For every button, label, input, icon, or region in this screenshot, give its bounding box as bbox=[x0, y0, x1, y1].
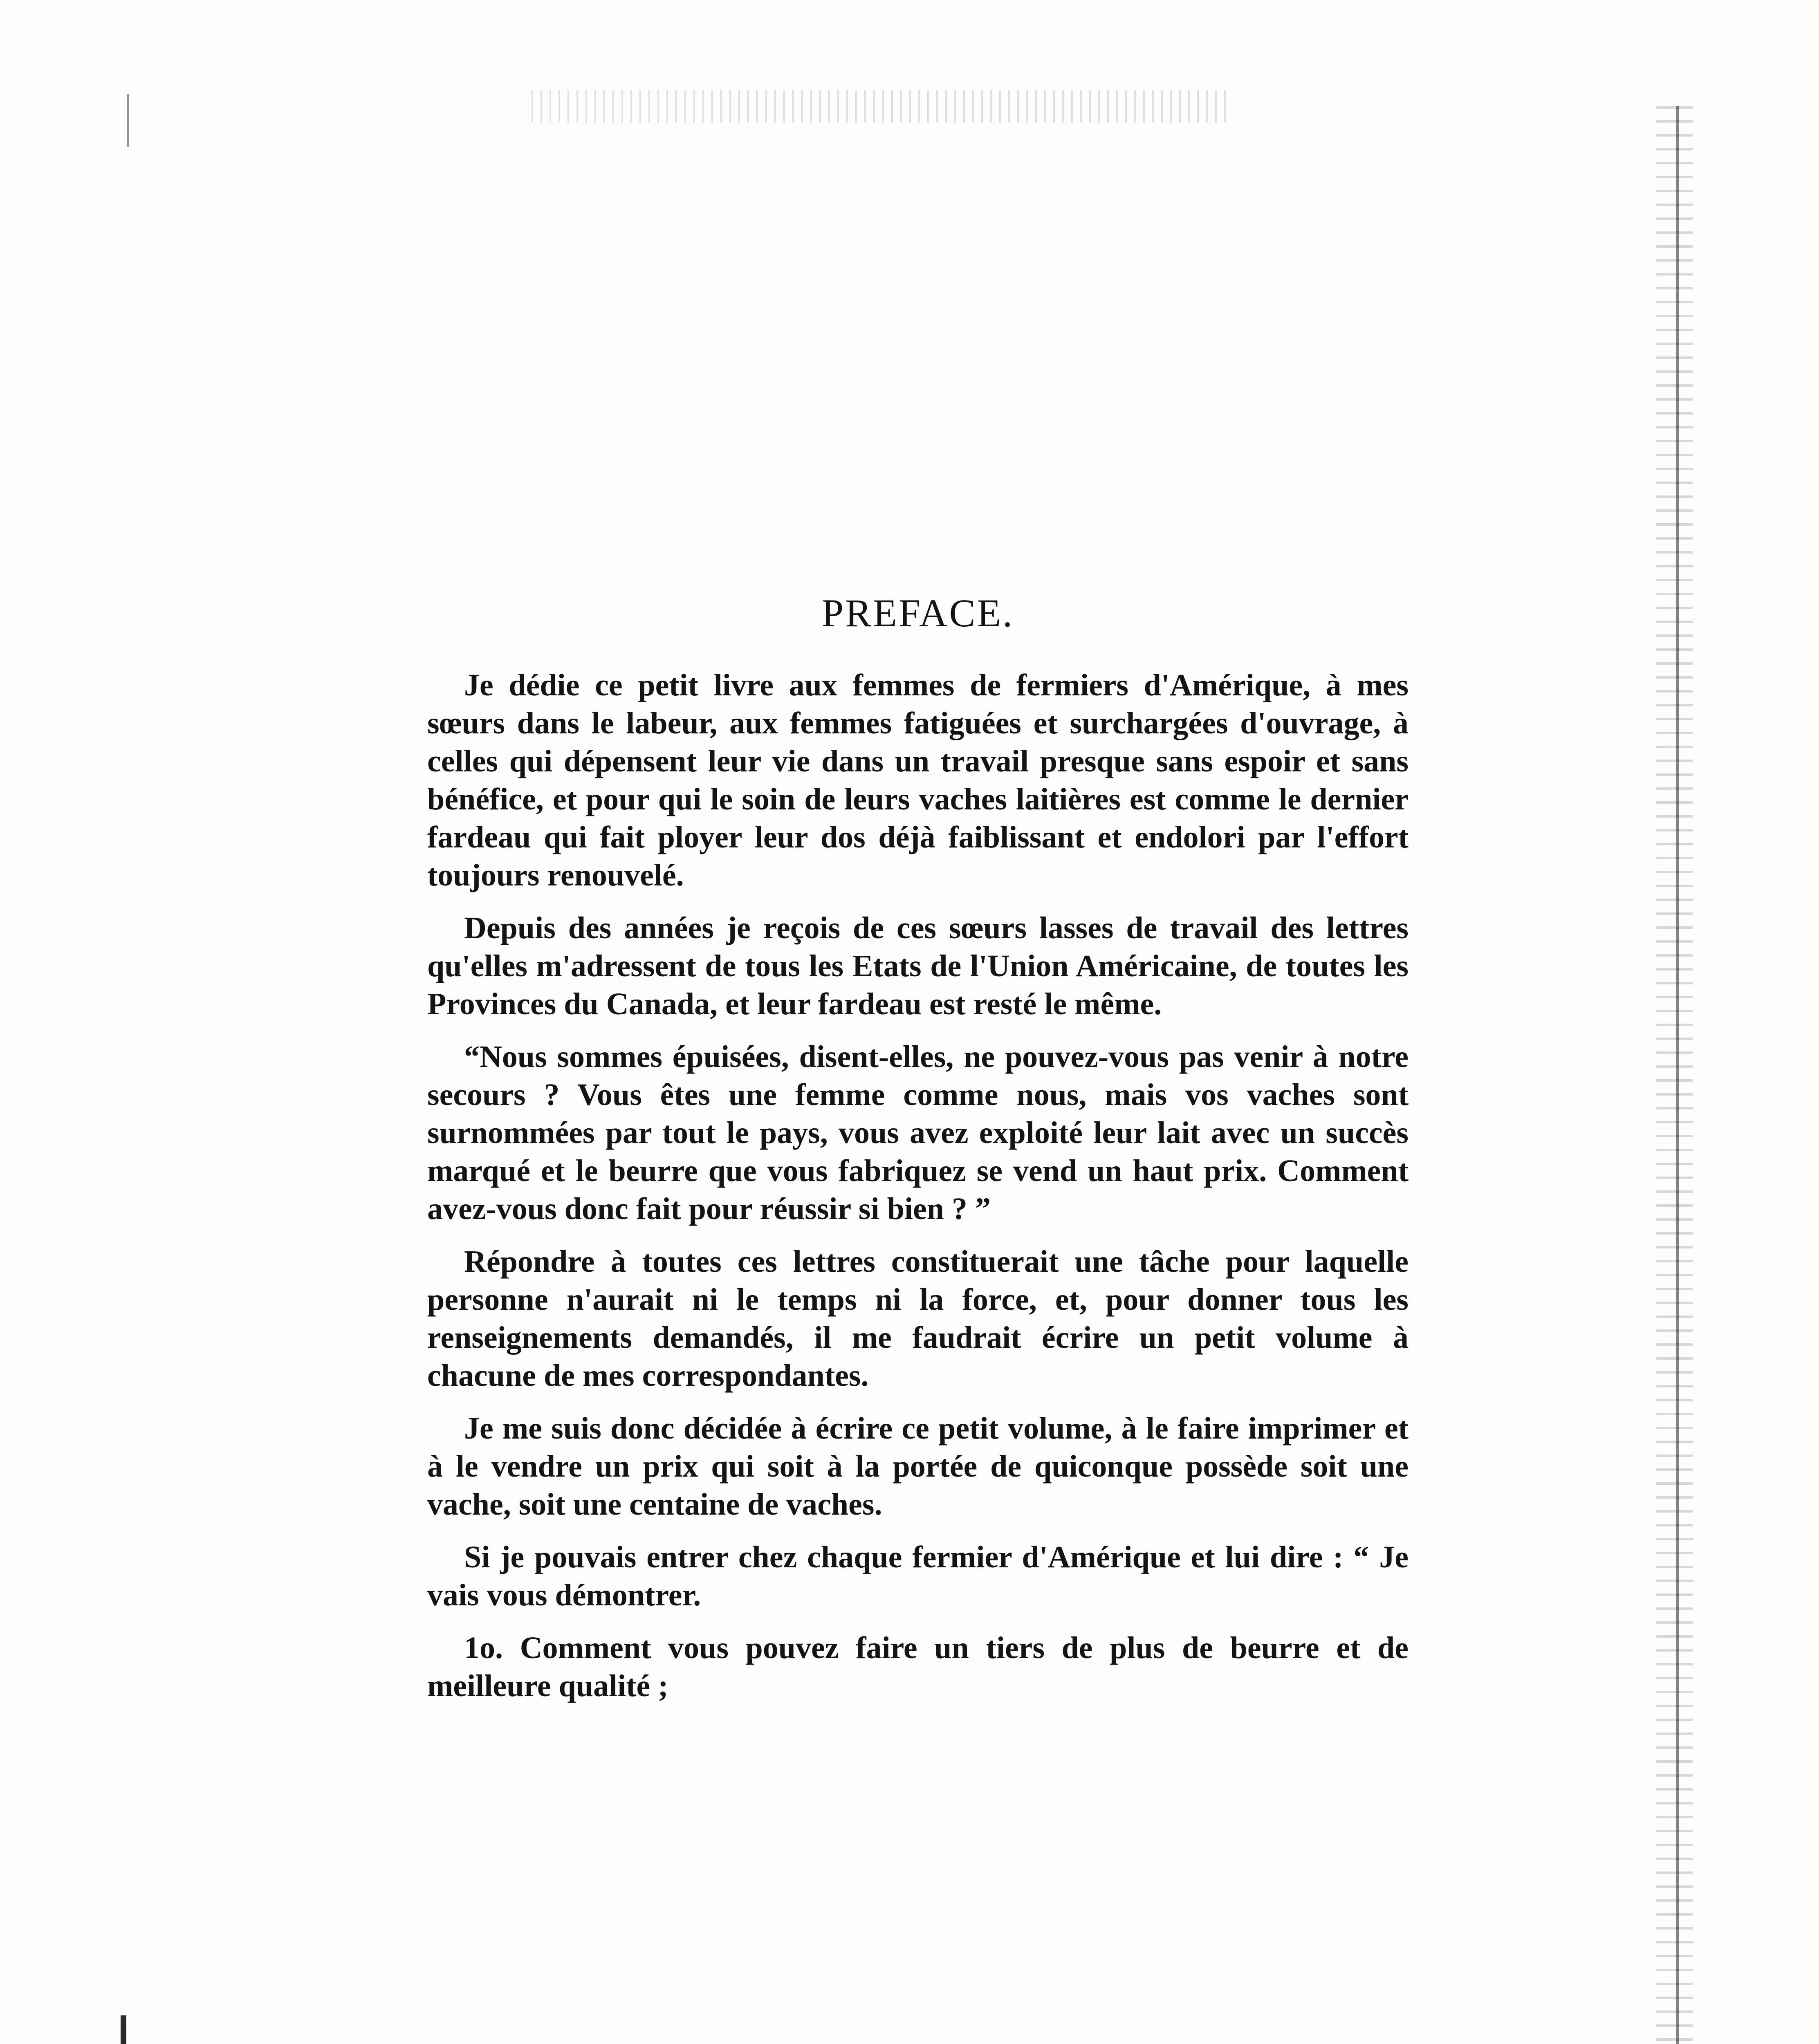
paragraph-6: Si je pouvais entrer chez chaque fermier d'Amérique et lui dire : “ Je vais vous démontrer. bbox=[427, 1540, 1409, 1612]
scan-mark-left-top bbox=[127, 94, 129, 147]
paragraph-3: “Nous sommes épuisées, disent-elles, ne pouvez-vous pas venir à notre secours ? Vous êtes une femme comme nous, mais vos vaches sont surnommées par tout le pays, vous avez exploité leur lait avec un succès marqué et le beurre que vous fabriquez se vend un haut prix. Comment avez-vous donc fait pour réussir si bien ? ” bbox=[427, 1040, 1409, 1226]
scan-edge-right bbox=[1656, 106, 1693, 2044]
scan-smudge-top bbox=[532, 90, 1227, 123]
paragraph-1: Je dédie ce petit livre aux femmes de fermiers d'Amérique, à mes sœurs dans le labeur, aux femmes fatiguées et surchargées d'ouvrage, à celles qui dépensent leur vie dans un travail presque sans espoir et sans bénéfice, et pour qui le soin de leurs vaches laitières est comme le dernier fardeau qui fait ployer leur dos déjà faiblissant et endolori par l'effort toujours renouvelé. bbox=[427, 668, 1409, 892]
paragraph-4: Répondre à toutes ces lettres constituerait une tâche pour laquelle personne n'aurait ni le temps ni la force, et, pour donner tous les renseignements demandés, il me faudrait écrire un petit volume à chacune de mes correspondantes. bbox=[427, 1244, 1409, 1393]
paragraph-5: Je me suis donc décidée à écrire ce petit volume, à le faire imprimer et à le vendre un prix qui soit à la portée de quiconque possède soit une vache, soit une centaine de vaches. bbox=[427, 1411, 1409, 1522]
preface-text-block bbox=[427, 589, 1409, 1720]
scan-edge-line bbox=[1676, 106, 1679, 2044]
paragraph-7: 1o. Comment vous pouvez faire un tiers de plus de beurre et de meilleure qualité ; bbox=[427, 1631, 1409, 1703]
page-title: PREFACE. bbox=[821, 591, 1014, 635]
paragraph-2: Depuis des années je reçois de ces sœurs lasses de travail des lettres qu'elles m'adressent de tous les Etats de l'Union Américaine, de toutes les Provinces du Canada, et leur fardeau est resté le même. bbox=[427, 911, 1409, 1021]
scan-mark-left-bottom bbox=[121, 2015, 126, 2044]
